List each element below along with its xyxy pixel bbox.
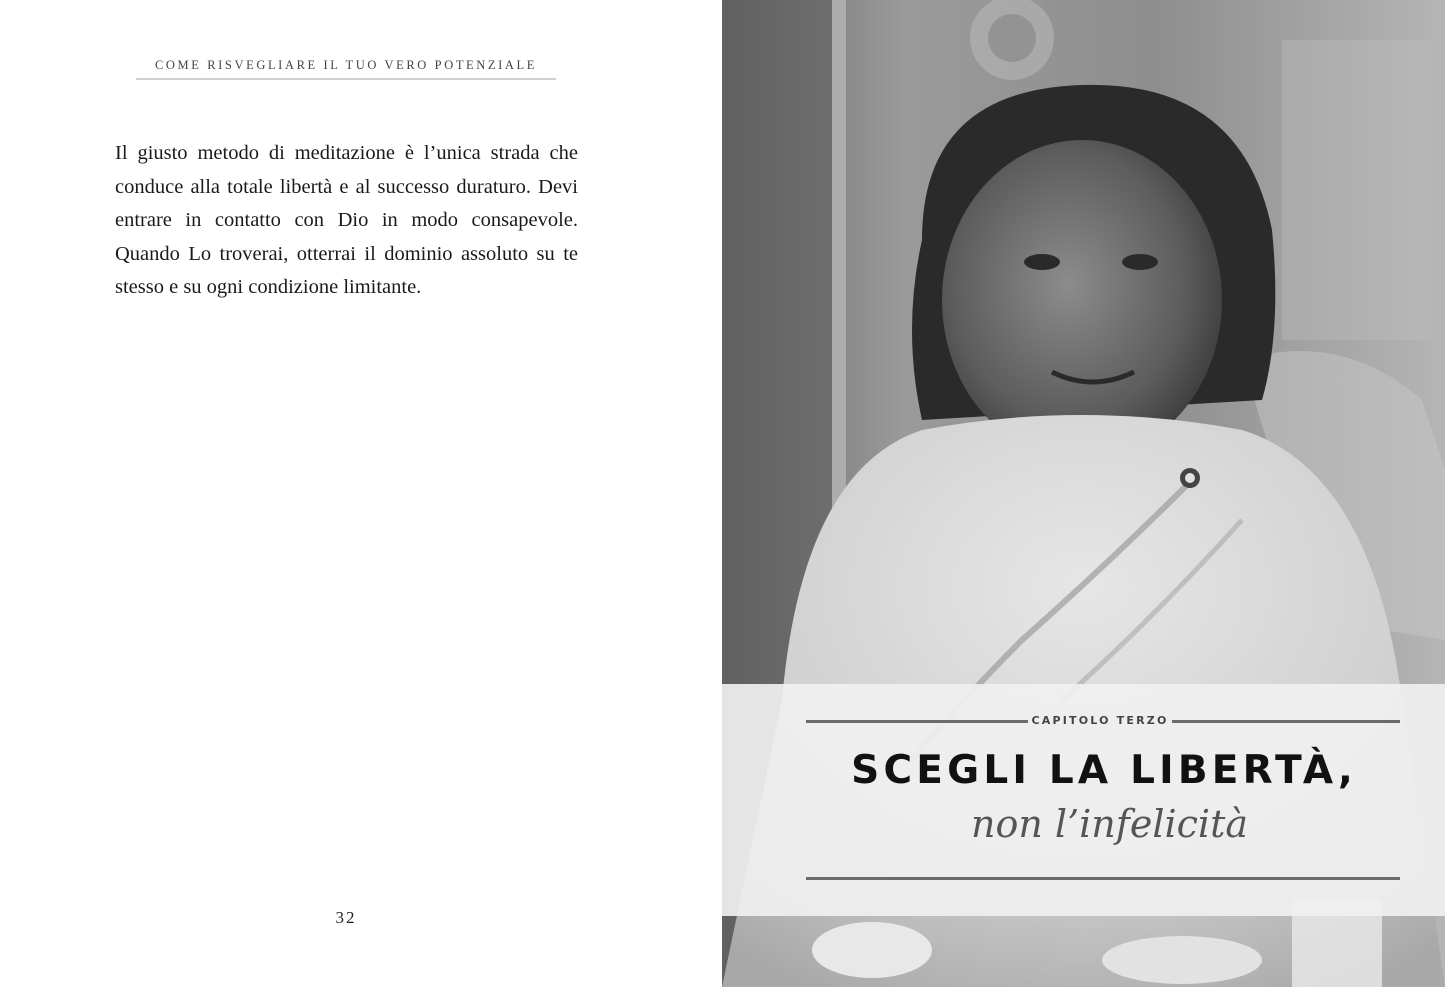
right-page [722, 0, 1445, 987]
chapter-label-rule-right [1172, 720, 1400, 723]
body-paragraph: Il giusto metodo di meditazione è l’unica strada che conduce alla totale libertà e al successo duraturo. Devi entrare in contatto con Dio in modo consapevole. Quando Lo troverai, otterrai il dominio assoluto su te stesso e su ogni condizione limitante. [115, 142, 578, 298]
chapter-label-row [806, 712, 1400, 730]
chapter-label: CAPITOLO TERZO [1031, 714, 1169, 727]
left-page [0, 0, 722, 987]
chapter-subtitle: non l’infelicità [971, 802, 1248, 846]
chapter-bottom-rule [806, 877, 1400, 880]
chapter-title: SCEGLI LA LIBERTÀ, [851, 748, 1357, 793]
page-number: 32 [335, 908, 357, 927]
running-head: COME RISVEGLIARE IL TUO VERO POTENZIALE [154, 58, 538, 72]
chapter-label-rule-left [806, 720, 1028, 723]
running-head-rule [136, 78, 556, 80]
